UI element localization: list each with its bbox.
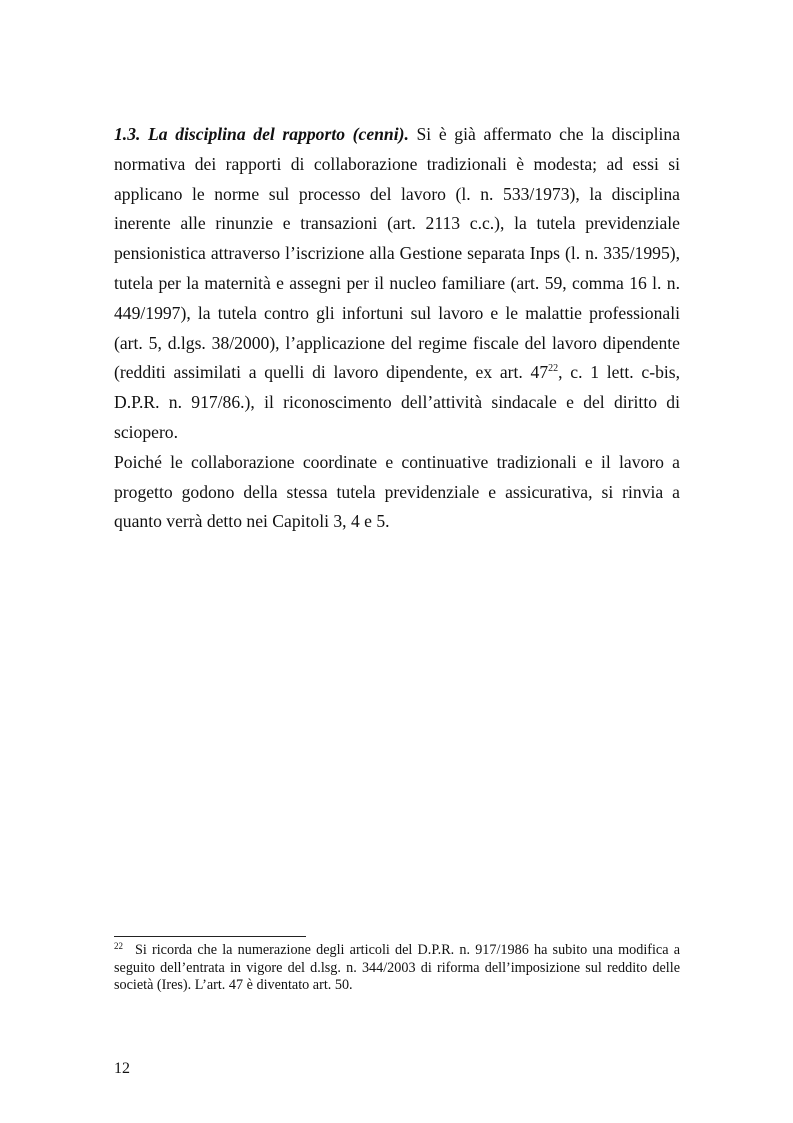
page-number: 12 xyxy=(114,1060,130,1077)
footnote-divider xyxy=(114,936,306,937)
paragraph-1-text-a: Si è già affermato che la disciplina normativa dei rapporti di collaborazione tradizionali è modesta; ad essi si applicano le norme sul processo del lavoro (l. n. 533/1973), la disciplina inerente alle rinunzie e transazioni (art. 2113 c.c.), la tutela previdenziale pensionistica attraverso l’iscrizione alla Gestione separata Inps (l. n. 335/1995), tutela per la maternità e assegni per il nucleo familiare (art. 59, comma 16 l. n. 449/1997), la tutela contro gli infortuni sul lavoro e le malattie professionali (art. 5, d.lgs. 38/2000), l’applicazione del regime fiscale del lavoro dipendente (redditi assimilati a quelli di lavoro dipendente, ex art. 47 xyxy=(114,124,681,383)
paragraph-1 xyxy=(114,120,680,448)
paragraph-2: Poiché le collaborazione coordinate e continuative tradizionali e il lavoro a progetto godono della stessa tutela previdenziale e assicurativa, si rinvia a quanto verrà detto nei Capitoli 3, 4 e 5. xyxy=(114,451,680,532)
footnote xyxy=(114,942,680,995)
footnote-text: Si ricorda che la numerazione degli articoli del D.P.R. n. 917/1986 ha subito una modifica a seguito dell’entrata in vigore del d.lsg. n. 344/2003 di riforma dell’imposizione sul reddito delle società (Ires). L’art. 47 è diventato art. 50. xyxy=(114,942,680,994)
footnote-reference[interactable]: 22 xyxy=(548,363,559,375)
section-heading: 1.3. La disciplina del rapporto (cenni). xyxy=(114,124,409,144)
footnote-number: 22 xyxy=(114,941,123,951)
body-text xyxy=(114,120,680,537)
paragraph-1-text-b: , c. 1 lett. c-bis, D.P.R. n. 917/86.), il riconoscimento dell’attività sindacale e del diritto di sciopero. xyxy=(114,362,680,442)
